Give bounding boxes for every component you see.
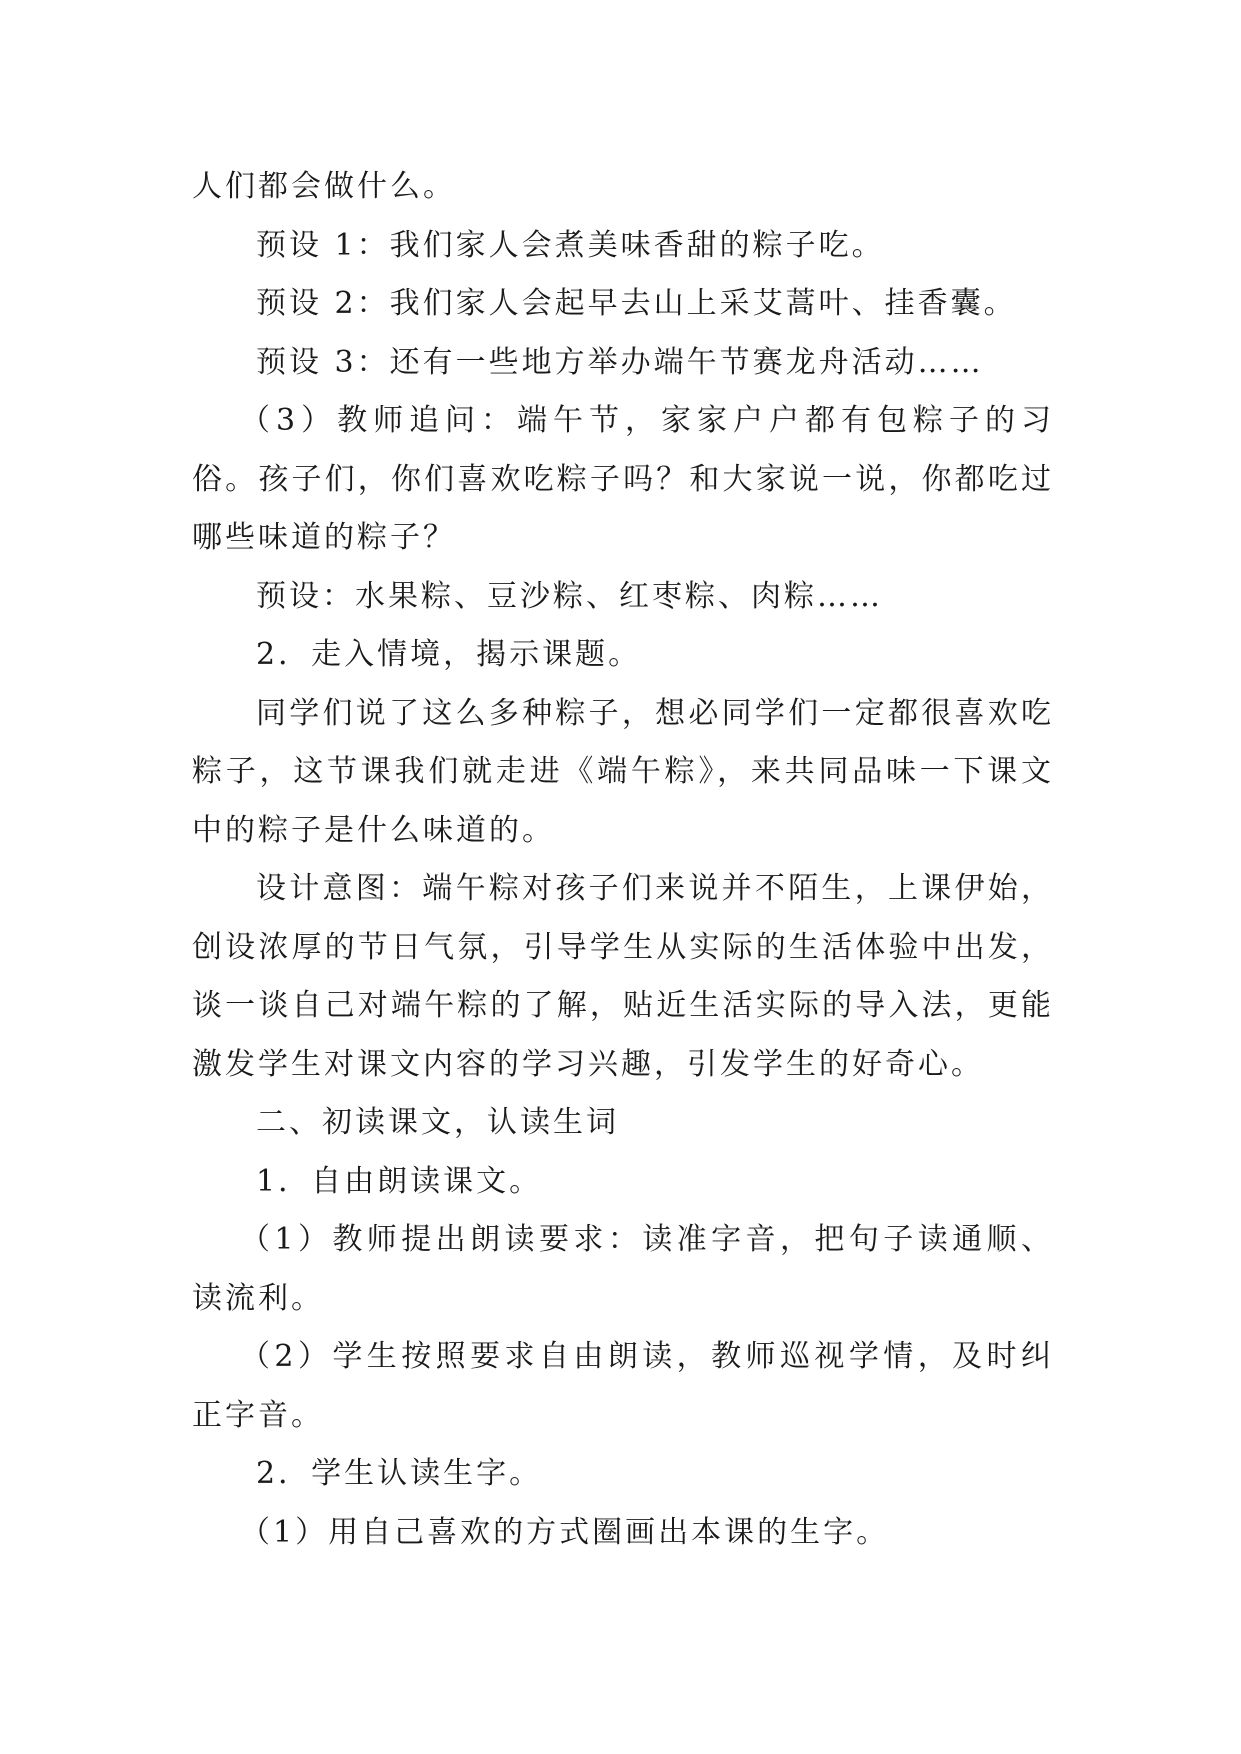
paragraph-13: （2）学生按照要求自由朗读，教师巡视学情，及时纠正字音。 bbox=[192, 1339, 1054, 1433]
paragraph-7: 2．走入情境，揭示课题。 bbox=[256, 637, 642, 672]
paragraph-1: 人们都会做什么。 bbox=[192, 169, 456, 204]
paragraph-15: （1）用自己喜欢的方式圈画出本课的生字。 bbox=[240, 1514, 890, 1550]
document-body bbox=[192, 158, 1054, 1562]
paragraph-12: （1）教师提出朗读要求：读准字音，把句子读通顺、读流利。 bbox=[192, 1222, 1054, 1316]
paragraph-6: 预设：水果粽、豆沙粽、红枣粽、肉粽…… bbox=[256, 578, 883, 614]
paragraph-4: 预设 3：还有一些地方举办端午节赛龙舟活动…… bbox=[256, 344, 984, 380]
paragraph-2: 预设 1：我们家人会煮美味香甜的粽子吃。 bbox=[256, 227, 885, 263]
section-heading: 二、初读课文，认读生词 bbox=[256, 1105, 619, 1140]
paragraph-5: （3）教师追问：端午节，家家户户都有包粽子的习俗。孩子们，你们喜欢吃粽子吗？和大家说一说，你都吃过哪些味道的粽子？ bbox=[192, 403, 1054, 555]
paragraph-14: 2．学生认读生字。 bbox=[256, 1456, 543, 1491]
paragraph-3: 预设 2：我们家人会起早去山上采艾蒿叶、挂香囊。 bbox=[256, 286, 1017, 321]
paragraph-8: 同学们说了这么多种粽子，想必同学们一定都很喜欢吃粽子，这节课我们就走进《端午粽》，来共同品味一下课文中的粽子是什么味道的。 bbox=[192, 695, 1054, 848]
paragraph-11: 1．自由朗读课文。 bbox=[256, 1163, 543, 1199]
paragraph-9: 设计意图：端午粽对孩子们来说并不陌生，上课伊始，创设浓厚的节日气氛，引导学生从实际的生活体验中出发，谈一谈自己对端午粽的了解，贴近生活实际的导入法，更能激发学生对课文内容的学习兴趣，引发学生的好奇心。 bbox=[192, 871, 1054, 1082]
